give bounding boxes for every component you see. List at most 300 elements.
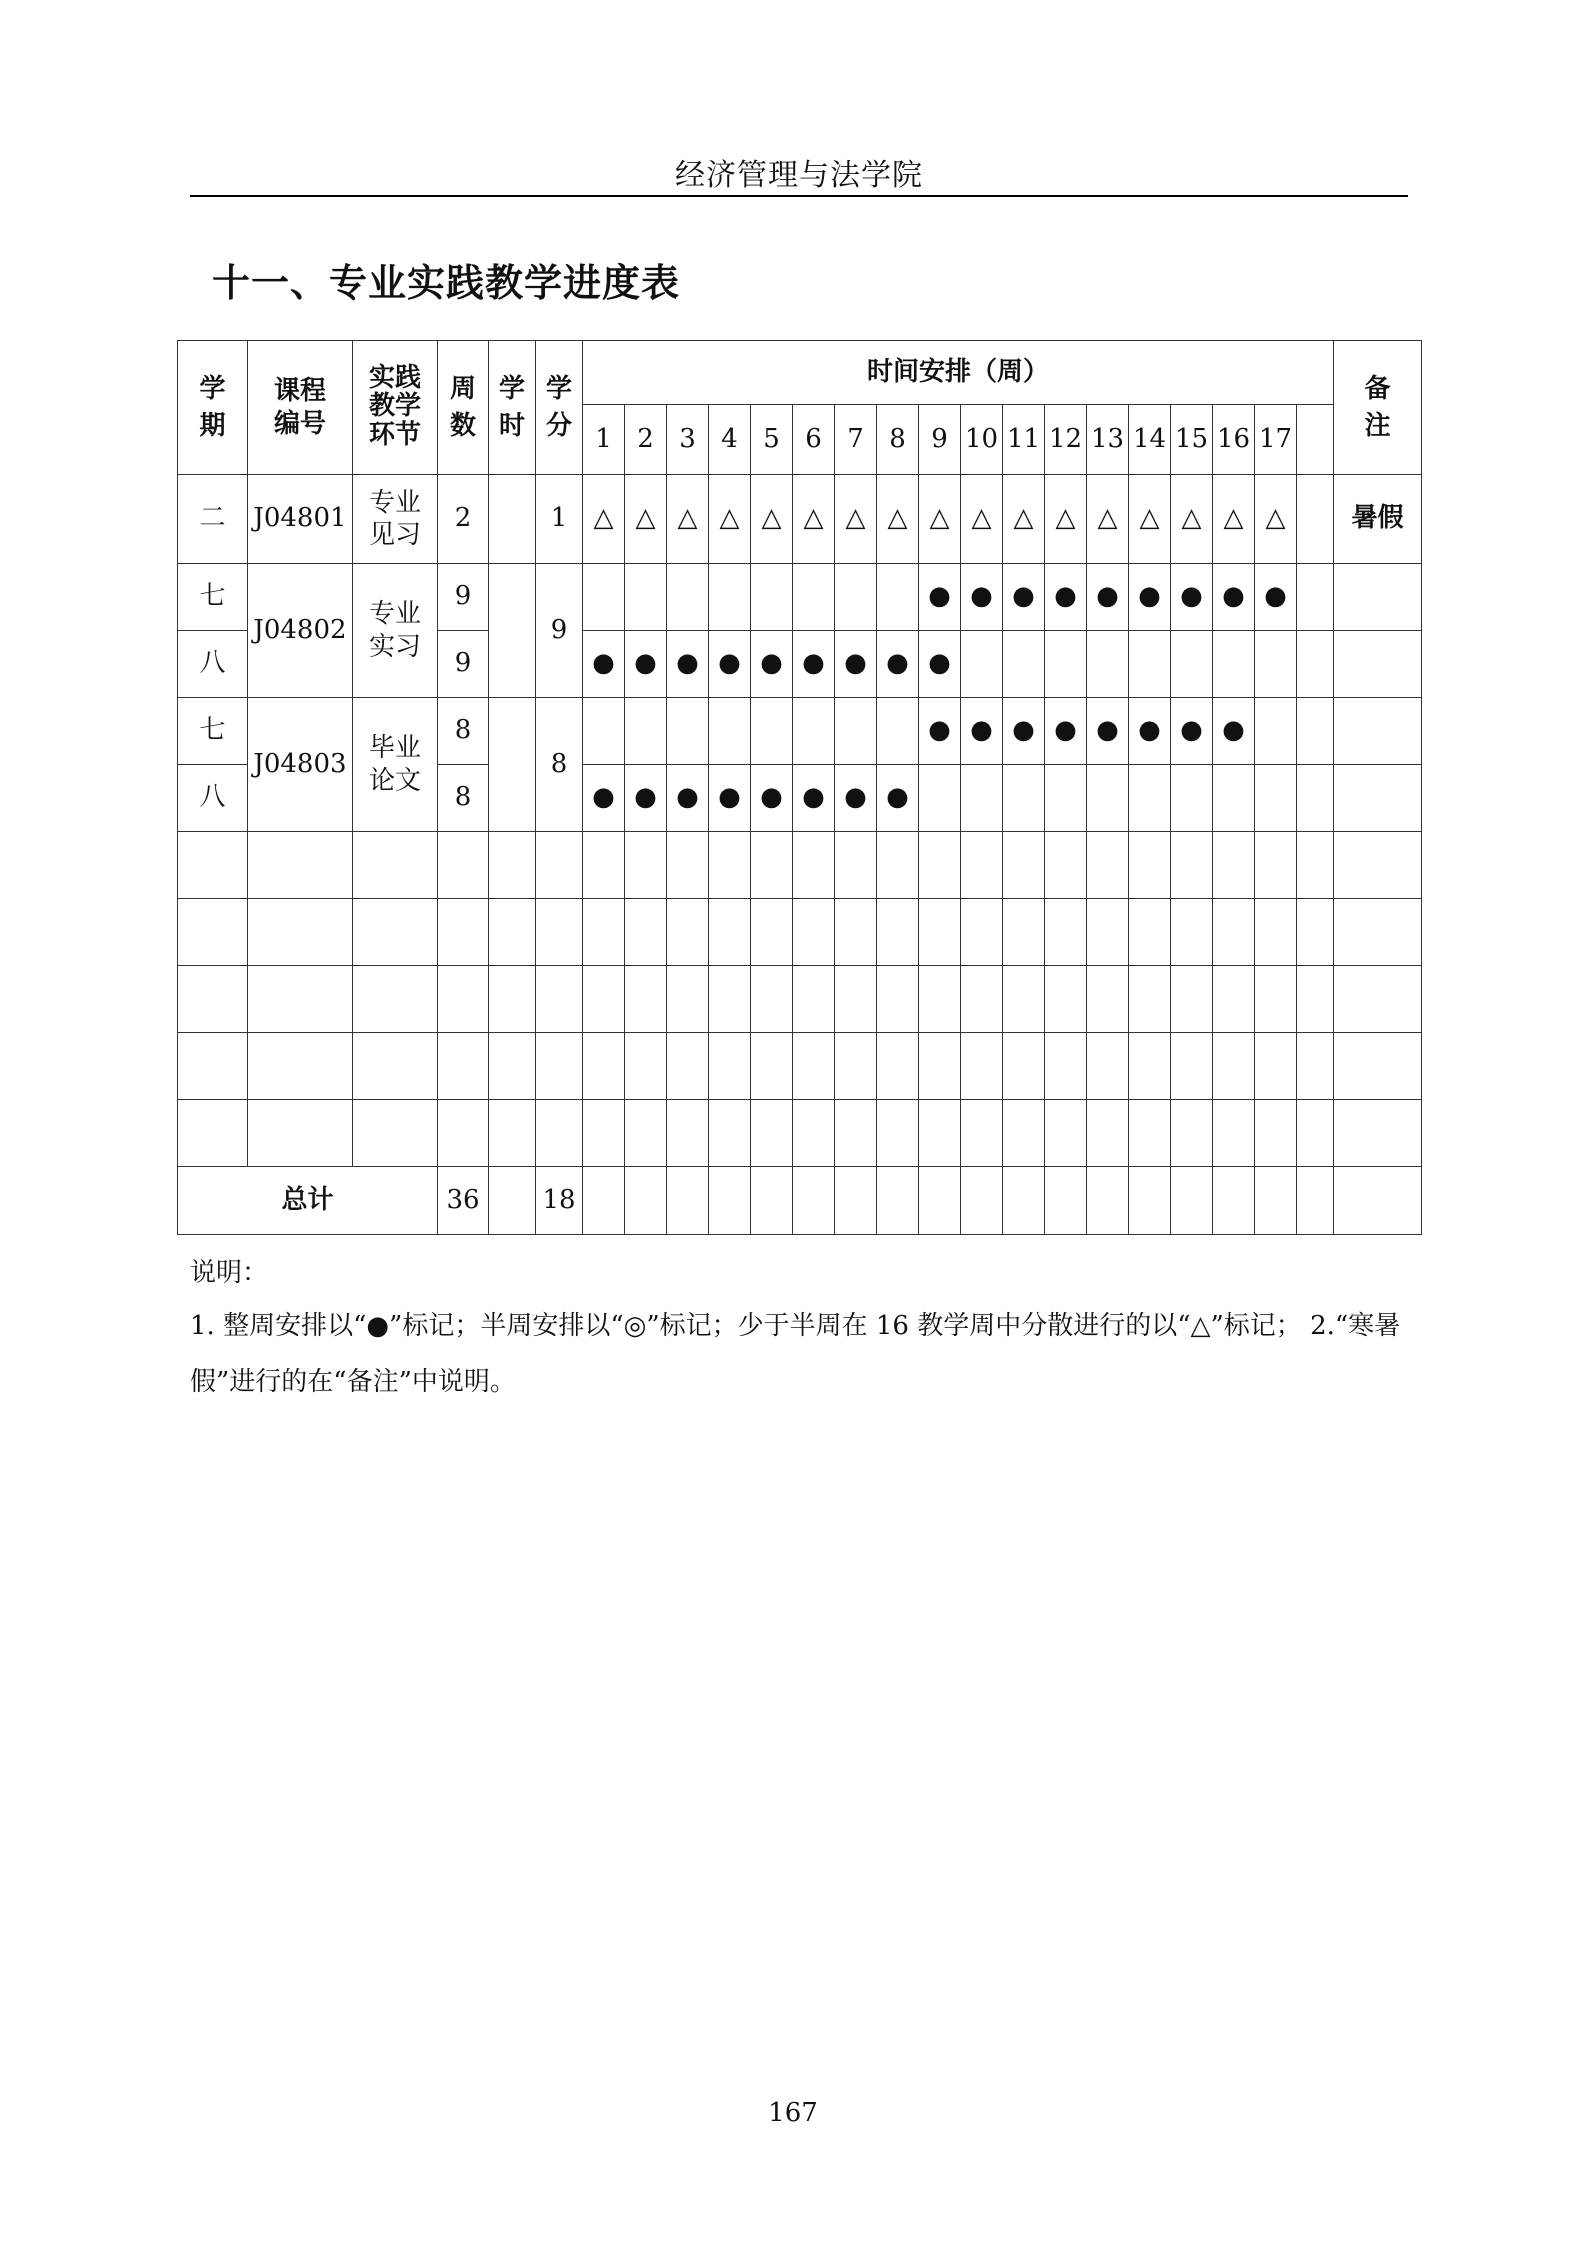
header-title: 经济管理与法学院 xyxy=(675,158,923,193)
row3a-semester: 七 xyxy=(178,698,248,765)
row1-weeks: 2 xyxy=(438,475,489,564)
empty-cell xyxy=(751,1100,793,1167)
empty-cell xyxy=(1171,966,1213,1033)
schedule-cell xyxy=(1213,631,1255,698)
empty-cell xyxy=(709,1033,751,1100)
empty-cell xyxy=(1171,1100,1213,1167)
header-schedule: 时间安排（周） xyxy=(583,341,1334,405)
schedule-mark: ● xyxy=(1087,698,1129,765)
schedule-mark: ● xyxy=(793,631,835,698)
empty-cell xyxy=(248,966,353,1033)
empty-cell xyxy=(1213,899,1255,966)
schedule-cell xyxy=(625,564,667,631)
empty-cell xyxy=(248,832,353,899)
schedule-cell xyxy=(583,698,625,765)
table-row xyxy=(178,564,1422,631)
empty-cell xyxy=(1003,1033,1045,1100)
empty-cell xyxy=(248,1100,353,1167)
schedule-cell xyxy=(793,698,835,765)
schedule-mark: ● xyxy=(877,765,919,832)
empty-cell xyxy=(709,966,751,1033)
schedule-mark: ● xyxy=(919,631,961,698)
header-credits: 学分 xyxy=(536,341,583,475)
empty-cell xyxy=(709,832,751,899)
table-row-empty xyxy=(178,1100,1422,1167)
empty-cell xyxy=(709,899,751,966)
empty-cell xyxy=(877,1033,919,1100)
schedule-cell xyxy=(1297,475,1334,564)
empty-cell xyxy=(835,899,877,966)
row2a-semester: 七 xyxy=(178,564,248,631)
group2-code: J04802 xyxy=(248,564,353,698)
schedule-mark: ● xyxy=(919,698,961,765)
schedule-cell xyxy=(1213,765,1255,832)
remark-cell xyxy=(1334,698,1422,765)
week-number-cell: 8 xyxy=(877,405,919,475)
total-empty-cell xyxy=(1045,1167,1087,1235)
schedule-mark: ● xyxy=(583,631,625,698)
empty-cell xyxy=(1045,1033,1087,1100)
week-number-cell: 11 xyxy=(1003,405,1045,475)
empty-cell xyxy=(793,1033,835,1100)
empty-cell xyxy=(1171,1033,1213,1100)
total-weeks: 36 xyxy=(438,1167,489,1235)
schedule-mark: △ xyxy=(835,475,877,564)
schedule-mark: ● xyxy=(1087,564,1129,631)
schedule-cell xyxy=(625,698,667,765)
schedule-cell xyxy=(877,698,919,765)
empty-cell xyxy=(709,1100,751,1167)
table-row-empty xyxy=(178,1033,1422,1100)
empty-cell xyxy=(1297,1033,1334,1100)
empty-cell xyxy=(1213,966,1255,1033)
week-number-cell: 14 xyxy=(1129,405,1171,475)
empty-cell xyxy=(1087,1100,1129,1167)
empty-cell xyxy=(536,832,583,899)
row1-credits: 1 xyxy=(536,475,583,564)
header-hours: 学时 xyxy=(489,341,536,475)
week-blank-cell xyxy=(1297,405,1334,475)
empty-cell xyxy=(751,899,793,966)
week-number-cell: 12 xyxy=(1045,405,1087,475)
empty-cell xyxy=(667,899,709,966)
schedule-mark: ● xyxy=(1129,698,1171,765)
schedule-cell xyxy=(961,631,1003,698)
empty-cell xyxy=(1213,1100,1255,1167)
empty-cell xyxy=(1171,832,1213,899)
empty-cell xyxy=(625,1100,667,1167)
empty-cell xyxy=(248,1033,353,1100)
empty-cell xyxy=(835,832,877,899)
schedule-cell xyxy=(1045,631,1087,698)
schedule-cell xyxy=(583,564,625,631)
schedule-cell xyxy=(1087,765,1129,832)
empty-cell xyxy=(625,832,667,899)
schedule-mark: ● xyxy=(1045,564,1087,631)
schedule-cell xyxy=(1297,564,1334,631)
empty-cell xyxy=(536,966,583,1033)
empty-cell xyxy=(835,1033,877,1100)
header-remarks: 备注 xyxy=(1334,341,1422,475)
schedule-mark: △ xyxy=(1255,475,1297,564)
row1-code: J04801 xyxy=(248,475,353,564)
schedule-cell xyxy=(709,698,751,765)
table-row xyxy=(178,698,1422,765)
total-empty-cell xyxy=(1297,1167,1334,1235)
schedule-mark: ● xyxy=(1255,564,1297,631)
group3-credits: 8 xyxy=(536,698,583,832)
total-empty-cell xyxy=(1334,1167,1422,1235)
week-number-cell: 13 xyxy=(1087,405,1129,475)
schedule-mark: △ xyxy=(1003,475,1045,564)
total-empty-cell xyxy=(1171,1167,1213,1235)
empty-cell xyxy=(961,1100,1003,1167)
empty-cell xyxy=(667,832,709,899)
empty-cell xyxy=(625,899,667,966)
total-empty-cell xyxy=(1129,1167,1171,1235)
empty-cell xyxy=(961,832,1003,899)
schedule-mark: △ xyxy=(877,475,919,564)
empty-cell xyxy=(583,1100,625,1167)
empty-cell xyxy=(489,1033,536,1100)
schedule-cell xyxy=(1129,765,1171,832)
schedule-mark: ● xyxy=(961,564,1003,631)
schedule-mark: △ xyxy=(583,475,625,564)
notes-title: 说明： xyxy=(190,1258,269,1288)
empty-cell xyxy=(1297,966,1334,1033)
schedule-cell xyxy=(667,698,709,765)
group2-hours xyxy=(489,564,536,698)
empty-cell xyxy=(1045,1100,1087,1167)
empty-cell xyxy=(489,966,536,1033)
total-empty-cell xyxy=(1255,1167,1297,1235)
empty-cell xyxy=(1087,832,1129,899)
empty-cell xyxy=(1255,1100,1297,1167)
schedule-cell xyxy=(751,564,793,631)
total-empty-cell xyxy=(709,1167,751,1235)
table-row xyxy=(178,475,1422,564)
empty-cell xyxy=(1255,832,1297,899)
empty-cell xyxy=(751,966,793,1033)
schedule-cell xyxy=(667,564,709,631)
schedule-cell xyxy=(1297,698,1334,765)
empty-cell xyxy=(835,966,877,1033)
group2-link: 专业实习 xyxy=(353,564,438,698)
empty-cell xyxy=(625,966,667,1033)
page-number: 167 xyxy=(768,2098,818,2128)
schedule-cell xyxy=(1087,631,1129,698)
empty-cell xyxy=(583,966,625,1033)
row1-link: 专业见习 xyxy=(353,475,438,564)
empty-cell xyxy=(793,832,835,899)
empty-cell xyxy=(1129,1033,1171,1100)
empty-cell xyxy=(438,899,489,966)
header-rule xyxy=(190,195,1408,197)
week-number-cell: 10 xyxy=(961,405,1003,475)
empty-cell xyxy=(178,1100,248,1167)
empty-cell xyxy=(1045,832,1087,899)
section-title: 十一、专业实践教学进度表 xyxy=(212,261,681,305)
empty-cell xyxy=(919,832,961,899)
empty-cell xyxy=(961,899,1003,966)
schedule-mark: ● xyxy=(1171,564,1213,631)
empty-cell xyxy=(1334,966,1422,1033)
schedule-cell xyxy=(1255,765,1297,832)
empty-cell xyxy=(877,1100,919,1167)
group3-link: 毕业论文 xyxy=(353,698,438,832)
empty-cell xyxy=(1255,1033,1297,1100)
empty-cell xyxy=(751,1033,793,1100)
empty-cell xyxy=(583,1033,625,1100)
schedule-cell xyxy=(751,698,793,765)
empty-cell xyxy=(1045,899,1087,966)
schedule-cell xyxy=(877,564,919,631)
schedule-mark: ● xyxy=(1003,698,1045,765)
row2b-semester: 八 xyxy=(178,631,248,698)
notes-body: 1. 整周安排以“●”标记；半周安排以“◎”标记；少于半周在 16 教学周中分散进行的以“△”标记； 2.“寒暑假”进行的在“备注”中说明。 xyxy=(190,1311,1401,1397)
schedule-mark: ● xyxy=(1213,564,1255,631)
schedule-mark: ● xyxy=(1003,564,1045,631)
remark-cell: 暑假 xyxy=(1334,475,1422,564)
total-empty-cell xyxy=(1087,1167,1129,1235)
group2-credits: 9 xyxy=(536,564,583,698)
empty-cell xyxy=(961,1033,1003,1100)
schedule-mark: ● xyxy=(793,765,835,832)
empty-cell xyxy=(1129,832,1171,899)
empty-cell xyxy=(877,899,919,966)
empty-cell xyxy=(919,1033,961,1100)
week-number-cell: 16 xyxy=(1213,405,1255,475)
row2a-weeks: 9 xyxy=(438,564,489,631)
row1-hours xyxy=(489,475,536,564)
schedule-mark: ● xyxy=(961,698,1003,765)
empty-cell xyxy=(353,832,438,899)
total-empty-cell xyxy=(667,1167,709,1235)
empty-cell xyxy=(353,1033,438,1100)
schedule-mark: △ xyxy=(1045,475,1087,564)
empty-cell xyxy=(877,832,919,899)
schedule-mark: △ xyxy=(961,475,1003,564)
empty-cell xyxy=(1334,832,1422,899)
row3a-weeks: 8 xyxy=(438,698,489,765)
schedule-cell xyxy=(709,564,751,631)
schedule-mark: ● xyxy=(667,631,709,698)
week-number-cell: 3 xyxy=(667,405,709,475)
week-number-cell: 2 xyxy=(625,405,667,475)
empty-cell xyxy=(178,966,248,1033)
schedule-cell xyxy=(835,564,877,631)
week-number-cell: 4 xyxy=(709,405,751,475)
header-semester: 学期 xyxy=(178,341,248,475)
schedule-mark: ● xyxy=(1171,698,1213,765)
week-number-cell: 5 xyxy=(751,405,793,475)
empty-cell xyxy=(178,832,248,899)
schedule-mark: △ xyxy=(1213,475,1255,564)
schedule-mark: ● xyxy=(625,765,667,832)
schedule-mark: ● xyxy=(751,765,793,832)
table-row-empty xyxy=(178,832,1422,899)
empty-cell xyxy=(489,1100,536,1167)
schedule-cell xyxy=(1255,698,1297,765)
empty-cell xyxy=(625,1033,667,1100)
empty-cell xyxy=(919,966,961,1033)
schedule-mark: ● xyxy=(877,631,919,698)
total-empty-cell xyxy=(625,1167,667,1235)
empty-cell xyxy=(1003,966,1045,1033)
empty-cell xyxy=(961,966,1003,1033)
week-number-cell: 6 xyxy=(793,405,835,475)
empty-cell xyxy=(793,966,835,1033)
schedule-mark: △ xyxy=(751,475,793,564)
remark-cell xyxy=(1334,631,1422,698)
week-number-cell: 9 xyxy=(919,405,961,475)
empty-cell xyxy=(1297,1100,1334,1167)
empty-cell xyxy=(438,1100,489,1167)
empty-cell xyxy=(1087,1033,1129,1100)
row2b-weeks: 9 xyxy=(438,631,489,698)
schedule-mark: △ xyxy=(709,475,751,564)
schedule-mark: ● xyxy=(667,765,709,832)
schedule-mark: △ xyxy=(1129,475,1171,564)
schedule-mark: △ xyxy=(1171,475,1213,564)
empty-cell xyxy=(1255,899,1297,966)
empty-cell xyxy=(536,1033,583,1100)
header-practice-link: 实践教学环节 xyxy=(353,341,438,475)
schedule-cell xyxy=(835,698,877,765)
empty-cell xyxy=(793,1100,835,1167)
empty-cell xyxy=(1045,966,1087,1033)
group3-hours xyxy=(489,698,536,832)
schedule-cell xyxy=(1003,631,1045,698)
schedule-cell xyxy=(793,564,835,631)
header-course-code: 课程编号 xyxy=(248,341,353,475)
schedule-cell xyxy=(1171,765,1213,832)
schedule-cell xyxy=(1255,631,1297,698)
schedule-mark: ● xyxy=(709,765,751,832)
empty-cell xyxy=(353,899,438,966)
total-empty-cell xyxy=(583,1167,625,1235)
empty-cell xyxy=(1087,966,1129,1033)
schedule-mark: ● xyxy=(1129,564,1171,631)
total-label: 总计 xyxy=(178,1167,438,1235)
empty-cell xyxy=(536,899,583,966)
schedule-mark: △ xyxy=(793,475,835,564)
schedule-cell xyxy=(1129,631,1171,698)
empty-cell xyxy=(751,832,793,899)
schedule-mark: ● xyxy=(1213,698,1255,765)
empty-cell xyxy=(489,832,536,899)
schedule-mark: ● xyxy=(919,564,961,631)
schedule-mark: ● xyxy=(751,631,793,698)
schedule-cell xyxy=(961,765,1003,832)
empty-cell xyxy=(1003,1100,1045,1167)
schedule-mark: ● xyxy=(835,631,877,698)
week-number-cell: 15 xyxy=(1171,405,1213,475)
empty-cell xyxy=(1297,899,1334,966)
empty-cell xyxy=(667,966,709,1033)
schedule-mark: ● xyxy=(583,765,625,832)
total-row xyxy=(178,1167,1422,1235)
total-empty-cell xyxy=(877,1167,919,1235)
remark-cell xyxy=(1334,765,1422,832)
empty-cell xyxy=(667,1033,709,1100)
schedule-mark: △ xyxy=(667,475,709,564)
practice-schedule-table xyxy=(177,340,1422,1235)
total-empty-cell xyxy=(751,1167,793,1235)
row3b-weeks: 8 xyxy=(438,765,489,832)
empty-cell xyxy=(536,1100,583,1167)
empty-cell xyxy=(793,899,835,966)
total-empty-cell xyxy=(1003,1167,1045,1235)
empty-cell xyxy=(438,832,489,899)
header-weeks: 周数 xyxy=(438,341,489,475)
schedule-mark: ● xyxy=(1045,698,1087,765)
week-number-cell: 7 xyxy=(835,405,877,475)
empty-cell xyxy=(438,966,489,1033)
total-empty-cell xyxy=(919,1167,961,1235)
empty-cell xyxy=(1087,899,1129,966)
empty-cell xyxy=(1129,966,1171,1033)
schedule-cell xyxy=(1297,765,1334,832)
empty-cell xyxy=(1003,832,1045,899)
empty-cell xyxy=(1129,1100,1171,1167)
table-row-empty xyxy=(178,966,1422,1033)
week-number-cell: 17 xyxy=(1255,405,1297,475)
empty-cell xyxy=(353,966,438,1033)
empty-cell xyxy=(583,832,625,899)
empty-cell xyxy=(353,1100,438,1167)
schedule-cell xyxy=(1171,631,1213,698)
schedule-cell xyxy=(1045,765,1087,832)
empty-cell xyxy=(1334,899,1422,966)
row1-semester: 二 xyxy=(178,475,248,564)
empty-cell xyxy=(1334,1033,1422,1100)
week-number-cell: 1 xyxy=(583,405,625,475)
schedule-cell xyxy=(1297,631,1334,698)
empty-cell xyxy=(919,1100,961,1167)
group3-code: J04803 xyxy=(248,698,353,832)
schedule-mark: ● xyxy=(709,631,751,698)
total-hours xyxy=(489,1167,536,1235)
empty-cell xyxy=(438,1033,489,1100)
schedule-mark: ● xyxy=(835,765,877,832)
empty-cell xyxy=(1297,832,1334,899)
table-row-empty xyxy=(178,899,1422,966)
empty-cell xyxy=(1129,899,1171,966)
total-credits: 18 xyxy=(536,1167,583,1235)
empty-cell xyxy=(178,1033,248,1100)
empty-cell xyxy=(583,899,625,966)
empty-cell xyxy=(877,966,919,1033)
total-empty-cell xyxy=(793,1167,835,1235)
row3b-semester: 八 xyxy=(178,765,248,832)
total-empty-cell xyxy=(961,1167,1003,1235)
empty-cell xyxy=(248,899,353,966)
schedule-mark: △ xyxy=(625,475,667,564)
empty-cell xyxy=(835,1100,877,1167)
empty-cell xyxy=(178,899,248,966)
schedule-cell xyxy=(919,765,961,832)
empty-cell xyxy=(1003,899,1045,966)
empty-cell xyxy=(489,899,536,966)
empty-cell xyxy=(1213,1033,1255,1100)
empty-cell xyxy=(1171,899,1213,966)
remark-cell xyxy=(1334,564,1422,631)
empty-cell xyxy=(1255,966,1297,1033)
schedule-cell xyxy=(1003,765,1045,832)
empty-cell xyxy=(919,899,961,966)
total-empty-cell xyxy=(1213,1167,1255,1235)
